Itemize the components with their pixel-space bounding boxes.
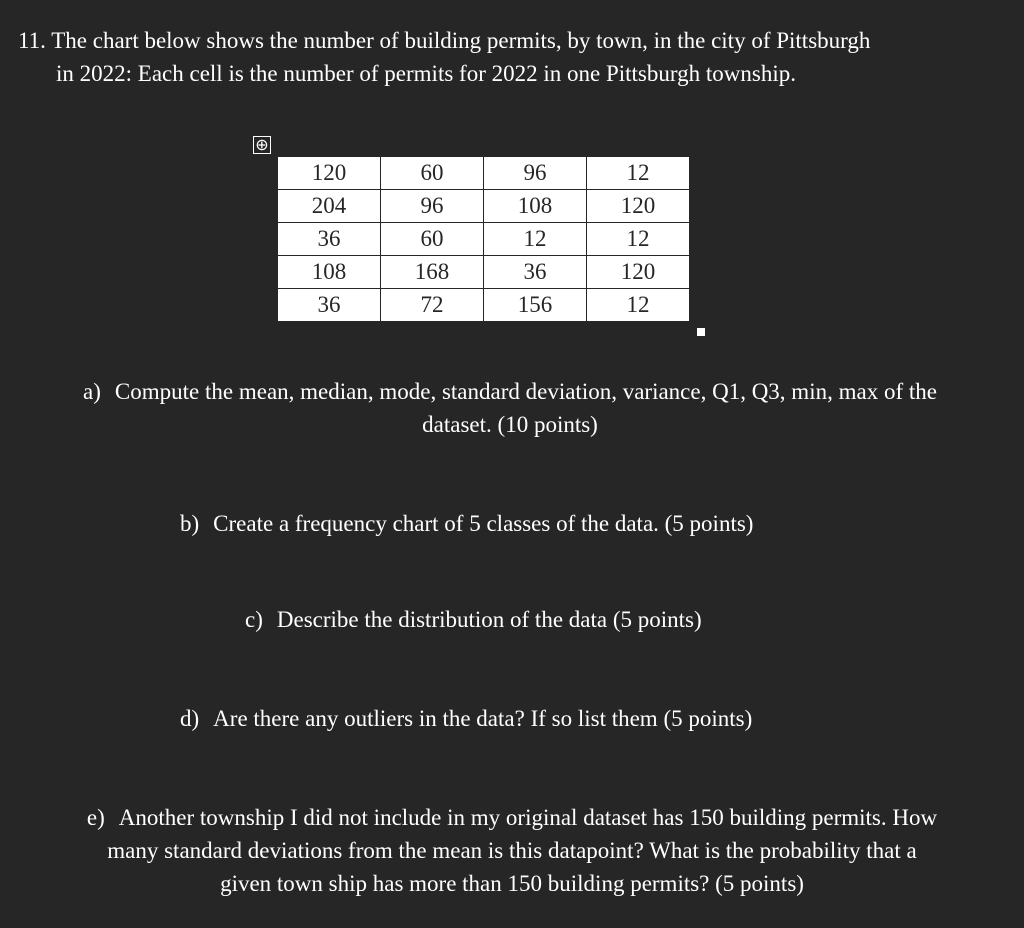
table-row xyxy=(278,190,690,223)
table-row xyxy=(278,289,690,322)
table-move-handle-icon[interactable]: ⊕ xyxy=(253,136,271,154)
table-cell[interactable]: 72 xyxy=(381,289,484,322)
table-resize-handle[interactable] xyxy=(697,328,705,336)
table-cell[interactable]: 96 xyxy=(484,157,587,190)
question-b-text: Create a frequency chart of 5 classes of the data. (5 points) xyxy=(213,511,754,536)
table-row xyxy=(278,157,690,190)
table-cell[interactable]: 168 xyxy=(381,256,484,289)
table-cell[interactable]: 36 xyxy=(278,223,381,256)
question-b xyxy=(180,507,840,540)
question-c-letter: c) xyxy=(245,607,263,632)
table-cell[interactable]: 12 xyxy=(484,223,587,256)
question-d xyxy=(180,702,860,735)
table-row xyxy=(278,223,690,256)
question-a-line-1: Compute the mean, median, mode, standard deviation, variance, Q1, Q3, min, max of the xyxy=(114,379,937,404)
table-cell[interactable]: 60 xyxy=(381,157,484,190)
table-row xyxy=(278,256,690,289)
intro-line-1: 11. The chart below shows the number of building permits, by town, in the city of Pittsburgh xyxy=(18,28,871,53)
table-cell[interactable]: 156 xyxy=(484,289,587,322)
table-cell[interactable]: 12 xyxy=(587,289,690,322)
question-e xyxy=(22,801,1002,900)
table-cell[interactable]: 120 xyxy=(587,256,690,289)
question-c-text: Describe the distribution of the data (5 points) xyxy=(276,607,702,632)
table-cell[interactable]: 60 xyxy=(381,223,484,256)
question-b-letter: b) xyxy=(180,511,200,536)
table-cell[interactable]: 120 xyxy=(278,157,381,190)
permits-table xyxy=(277,156,690,322)
table-cell[interactable]: 36 xyxy=(484,256,587,289)
table-cell[interactable]: 120 xyxy=(587,190,690,223)
question-a-letter: a) xyxy=(83,379,101,404)
table-cell[interactable]: 96 xyxy=(381,190,484,223)
question-a-line-2: dataset. (10 points) xyxy=(422,412,598,437)
question-intro xyxy=(18,24,1008,90)
table-cell[interactable]: 108 xyxy=(484,190,587,223)
question-a xyxy=(20,375,1000,441)
question-c xyxy=(245,603,805,636)
question-d-text: Are there any outliers in the data? If so list them (5 points) xyxy=(213,706,753,731)
table-cell[interactable]: 108 xyxy=(278,256,381,289)
question-d-letter: d) xyxy=(180,706,200,731)
table-cell[interactable]: 12 xyxy=(587,157,690,190)
question-e-letter: e) xyxy=(86,805,105,830)
question-e-line-1: Another township I did not include in my original dataset has 150 building permits. How xyxy=(118,805,938,830)
table-cell[interactable]: 204 xyxy=(278,190,381,223)
question-e-line-3: given town ship has more than 150 building permits? (5 points) xyxy=(220,871,804,896)
question-e-line-2: many standard deviations from the mean is this datapoint? What is the probability that a xyxy=(107,838,917,863)
table-cell[interactable]: 12 xyxy=(587,223,690,256)
intro-line-2: in 2022: Each cell is the number of permits for 2022 in one Pittsburgh township. xyxy=(56,61,796,86)
table-cell[interactable]: 36 xyxy=(278,289,381,322)
